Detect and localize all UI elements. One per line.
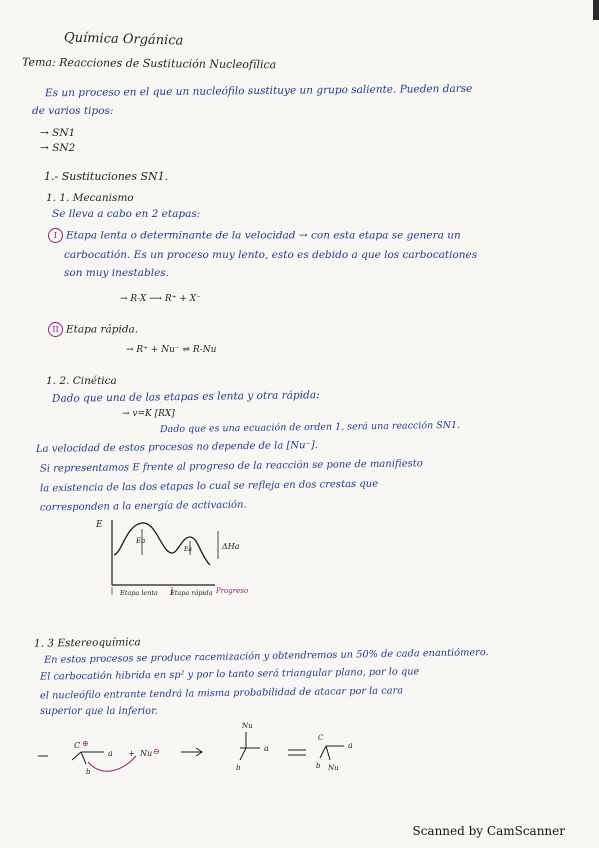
step-2-badge: II: [48, 322, 63, 337]
product1-a: a: [264, 744, 269, 753]
product2-b: b: [316, 762, 321, 770]
ea2-label: Ea: [184, 546, 192, 553]
bond-b: [81, 752, 86, 764]
page-edge-mark: [593, 0, 599, 20]
racemization-scheme: [36, 718, 376, 780]
scheme-c-label: C: [74, 741, 81, 750]
stereo-para-1: En estos procesos se produce racemización y obtendremos un 50% de cada enantiómero.: [43, 647, 489, 666]
section-1-1-heading: 1. 1. Mecanismo: [46, 192, 134, 204]
energy-label: E: [96, 520, 103, 530]
product2-bond-b: [320, 746, 326, 758]
scheme-a-label: a: [108, 749, 113, 758]
step-1-text-1: Etapa lenta o determinante de la velocidad → con esta etapa se genera un: [66, 229, 461, 242]
product1-nu: Nu: [242, 722, 253, 730]
product2-nu: Nu: [328, 764, 339, 772]
bond-left: [72, 752, 81, 760]
mechanism-line: Se lleva a cabo en 2 etapas:: [52, 208, 201, 220]
page-title: Química Orgánica: [63, 30, 184, 49]
stereo-para-3: el nucleófilo entrante tendrá la misma probabilidad de atacar por la cara: [39, 685, 404, 702]
energy-diagram: [90, 515, 290, 613]
x-axis-label: Progreso: [216, 587, 249, 595]
attack-arc: [88, 756, 136, 771]
x-label-lenta: Etapa lenta: [120, 589, 158, 597]
step-2-line: [48, 322, 138, 337]
type-sn2: → SN2: [40, 142, 76, 154]
carbocation-charge: ⊕: [82, 739, 89, 748]
kinetics-para-3: la existencia de las dos etapas lo cual se refleja en dos crestas que: [39, 478, 379, 495]
scheme-plus: +: [128, 749, 135, 758]
stereo-para-4: superior que la inferior.: [40, 706, 158, 717]
type-sn1: → SN1: [40, 127, 76, 139]
product2-a: a: [348, 741, 353, 750]
step-2-text: Etapa rápida.: [66, 323, 139, 336]
rate-note: Dado que es una ecuación de orden 1, será una reacción SN1.: [159, 419, 461, 436]
x-label-rapida: Etapa rápida: [170, 589, 213, 597]
equation-1: → R-X ⟶ R⁺ + X⁻: [120, 294, 201, 304]
scanner-watermark: Scanned by CamScanner: [412, 824, 565, 838]
nucleophile-charge: ⊖: [153, 747, 160, 756]
scheme-nu: Nu: [140, 749, 153, 758]
product1-bond-b: [240, 748, 246, 760]
product2-c: C: [318, 734, 324, 742]
stereo-para-2: El carbocatión hibrida en sp² y por lo tanto será triangular plano, por lo que: [39, 666, 420, 683]
energy-curve: [114, 523, 210, 565]
kinetics-para-4: corresponden a la energía de activación.: [39, 499, 247, 514]
step-1-line-3: son muy inestables.: [64, 267, 170, 279]
topic-title: Tema: Reacciones de Sustitución Nucleofílica: [21, 55, 277, 72]
intro-line-2: de varios tipos:: [32, 105, 114, 117]
kinetics-line: Dado que una de las etapas es lenta y otra rápida:: [51, 389, 320, 405]
equation-2: → R⁺ + Nu⁻ ⇌ R-Nu: [126, 345, 217, 355]
step-1-line-1: [48, 228, 461, 243]
product1-b: b: [236, 764, 241, 772]
section-1-3-heading: 1. 3 Estereoquímica: [33, 636, 141, 650]
kinetics-para-1: La velocidad de estos procesos no depende de la [Nu⁻].: [35, 440, 318, 455]
step-1-line-2: carbocatión. Es un proceso muy lento, esto es debido a que los carbocationes: [64, 249, 478, 261]
scheme-b-label: b: [86, 768, 91, 776]
intro-line-1: Es un proceso en el que un nucleófilo sustituye un grupo saliente. Pueden darse: [44, 82, 473, 100]
delta-h-label: ΔHa: [222, 542, 240, 551]
ea1-label: Ea: [136, 537, 146, 545]
rate-law: → v=K [RX]: [122, 409, 175, 419]
section-1-2-heading: 1. 2. Cinética: [46, 375, 117, 387]
product2-bond-nu: [326, 746, 330, 760]
step-1-badge: I: [48, 228, 63, 243]
kinetics-para-2: Si representamos E frente al progreso de la reacción se pone de manifiesto: [39, 458, 423, 475]
section-1-heading: 1.- Sustituciones SN1.: [44, 170, 169, 183]
